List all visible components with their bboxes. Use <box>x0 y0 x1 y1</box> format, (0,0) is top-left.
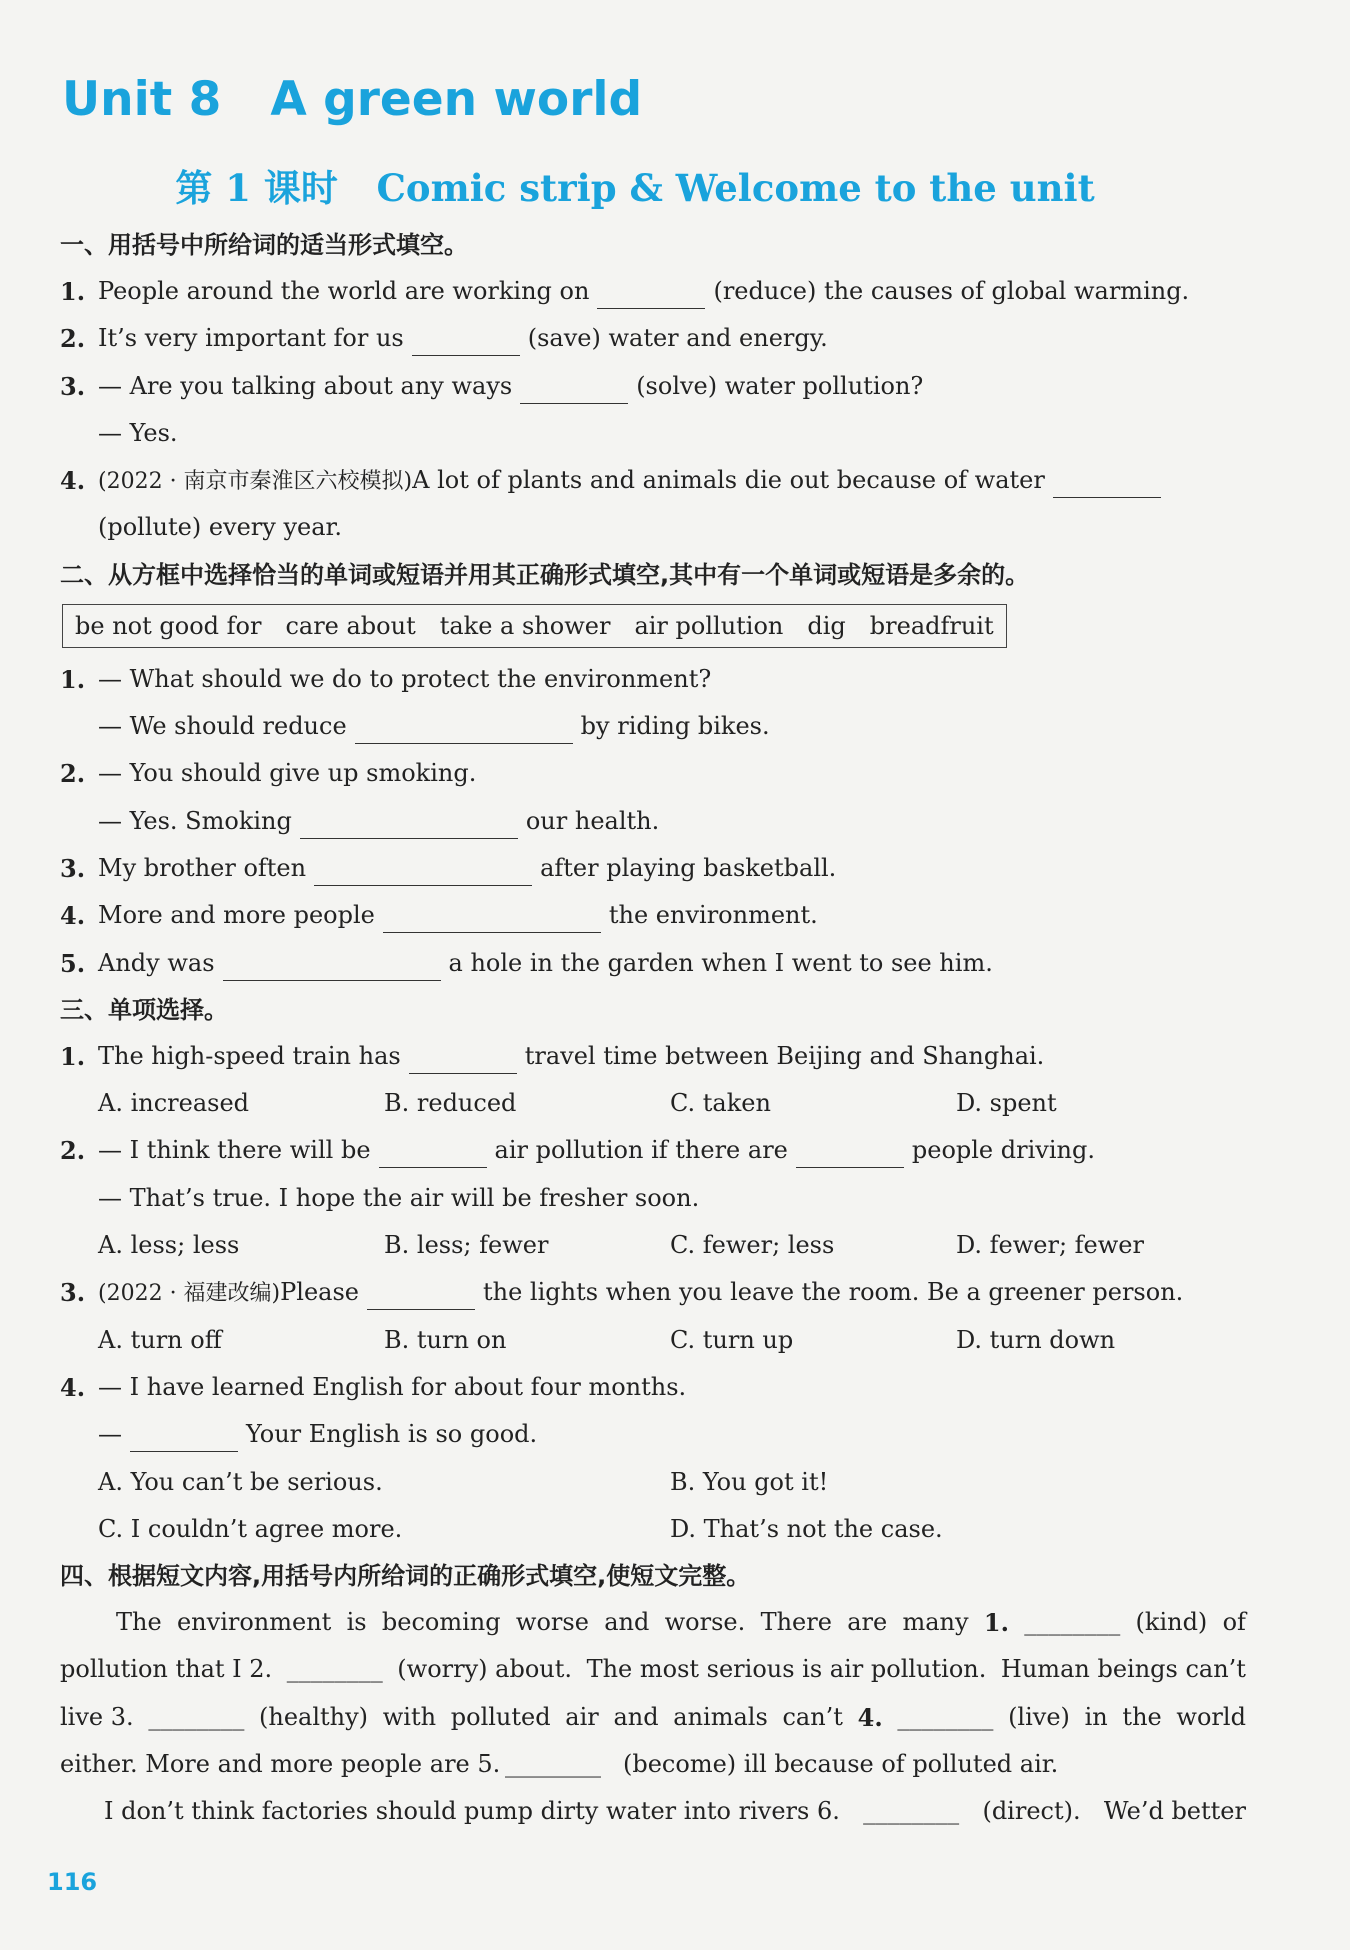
answer-blank[interactable]: ________ <box>148 1702 245 1731</box>
passage-word: The <box>116 1608 162 1637</box>
passage-word: and <box>604 1608 650 1637</box>
s1-q1 <box>60 268 1250 315</box>
question-text: My brother often <box>98 853 307 882</box>
section3-heading: 三、单项选择。 <box>60 995 228 1024</box>
answer-blank[interactable] <box>796 1137 904 1168</box>
question-text: Your English is so good. <box>246 1420 538 1449</box>
passage-word: can’t <box>782 1702 843 1731</box>
source-note: (2022 · 福建改编) <box>98 1281 281 1307</box>
s1-q4 <box>60 457 1250 504</box>
answer-blank[interactable] <box>223 950 441 981</box>
question-text: Andy was <box>98 948 215 977</box>
answer-blank[interactable] <box>597 278 705 309</box>
question-number: 2. <box>60 759 86 789</box>
passage-word: many <box>902 1608 969 1637</box>
source-note: (2022 · 南京市秦淮区六校模拟) <box>98 469 413 495</box>
passage-line-5 <box>60 1788 1250 1835</box>
question-text: It’s very important for us <box>98 324 404 353</box>
page-number: 116 <box>47 1868 98 1896</box>
question-text: — What should we do to protect the environment? <box>98 664 712 693</box>
option-d[interactable]: D. fewer; fewer <box>956 1231 1144 1260</box>
passage-word: (live) <box>1008 1702 1070 1731</box>
word-option: care about <box>285 611 416 640</box>
passage-word: becoming <box>381 1608 501 1637</box>
reply-text: — That’s true. I hope the air will be fresher soon. <box>98 1183 700 1212</box>
question-text: (save) water and energy. <box>527 324 828 353</box>
question-text: the environment. <box>608 901 818 930</box>
passage-text: (direct). <box>982 1797 1081 1826</box>
passage-text: I don’t think factories should pump dirty water into rivers 6. <box>104 1797 840 1826</box>
passage-word: Human beings can’t <box>1000 1655 1246 1684</box>
answer-blank[interactable] <box>383 902 601 933</box>
answer-blank[interactable] <box>314 855 532 886</box>
passage-word: air <box>565 1702 599 1731</box>
s2-q2 <box>60 750 1250 797</box>
passage-word: animals <box>673 1702 768 1731</box>
answer-blank[interactable]: ________ <box>1024 1608 1121 1637</box>
s3-q2-options <box>60 1222 1250 1269</box>
exercise-content <box>60 222 1250 1836</box>
reply-text: — Yes. <box>98 418 178 447</box>
question-number: 3. <box>60 853 86 883</box>
answer-blank[interactable]: ________ <box>897 1702 994 1731</box>
passage-word: worse. <box>664 1608 746 1637</box>
question-text: (pollute) every year. <box>98 513 342 542</box>
question-text: — I have learned English for about four months. <box>98 1372 687 1401</box>
word-option: dig <box>807 611 846 640</box>
question-text: A lot of plants and animals die out because of water <box>412 466 1045 495</box>
unit-title: Unit 8 A green world <box>62 72 643 127</box>
question-text: More and more people <box>98 901 375 930</box>
passage-line-3 <box>60 1694 1250 1741</box>
passage-word: worse <box>515 1608 589 1637</box>
s1-q3 <box>60 363 1250 410</box>
passage-word: The most serious is air pollution. <box>586 1655 987 1684</box>
question-text: — <box>98 1420 122 1449</box>
option-a[interactable]: A. You can’t be serious. <box>98 1467 383 1496</box>
answer-blank[interactable] <box>1053 467 1161 498</box>
question-text: the lights when you leave the room. Be a greener person. <box>483 1278 1184 1307</box>
passage-word: world <box>1176 1702 1246 1731</box>
passage-word: are <box>847 1608 888 1637</box>
question-text: by riding bikes. <box>580 712 770 741</box>
s3-q1-options <box>60 1080 1250 1127</box>
s1-q4-cont <box>60 504 1250 551</box>
s3-q4-answer <box>60 1411 1250 1458</box>
answer-blank[interactable]: ________ <box>286 1655 383 1684</box>
question-number: 1. <box>60 277 86 306</box>
question-text: The high-speed train has <box>98 1041 401 1070</box>
answer-blank[interactable] <box>412 325 520 356</box>
lesson-title: 第 1 课时 Comic strip & Welcome to the unit <box>175 166 1095 210</box>
section1-heading: 一、用括号中所给词的适当形式填空。 <box>60 231 468 259</box>
question-text: travel time between Beijing and Shanghai. <box>524 1041 1045 1070</box>
passage-word: the <box>1122 1702 1162 1731</box>
word-box <box>62 604 1007 648</box>
question-text: (solve) water pollution? <box>636 371 924 400</box>
passage-text: either. More and more people are 5. <box>60 1750 501 1779</box>
answer-blank[interactable]: ________ <box>505 1750 601 1779</box>
question-text: our health. <box>525 806 660 835</box>
passage-word: polluted <box>450 1702 551 1731</box>
question-number: 2. <box>60 324 86 354</box>
answer-blank[interactable]: ________ <box>863 1797 960 1826</box>
s2-q5 <box>60 940 1250 987</box>
s2-q1-answer <box>60 703 1250 750</box>
passage-word: (worry) about. <box>397 1655 572 1684</box>
option-c[interactable]: C. turn up <box>670 1325 794 1354</box>
s3-q3 <box>60 1269 1250 1316</box>
passage-line-2 <box>60 1646 1250 1693</box>
passage-word: and <box>613 1702 659 1731</box>
blank-number: 4. <box>857 1702 883 1732</box>
option-c[interactable]: C. taken <box>670 1089 771 1118</box>
answer-blank[interactable] <box>379 1137 487 1168</box>
s3-q4-options-cd <box>60 1506 1250 1553</box>
question-number: 5. <box>60 948 86 978</box>
s2-q2-answer <box>60 798 1250 845</box>
question-text: after playing basketball. <box>540 853 837 882</box>
word-option: breadfruit <box>869 611 994 640</box>
option-c[interactable]: C. fewer; less <box>670 1231 835 1260</box>
passage-word: is <box>346 1608 367 1637</box>
question-text: — We should reduce <box>98 712 347 741</box>
question-text: a hole in the garden when I went to see him. <box>448 948 993 977</box>
s1-q2 <box>60 315 1250 362</box>
s2-q4 <box>60 892 1250 939</box>
question-text: — Yes. Smoking <box>98 806 292 835</box>
question-text: — You should give up smoking. <box>98 759 477 788</box>
s2-q1 <box>60 656 1250 703</box>
question-text: People around the world are working on <box>98 277 590 305</box>
option-d[interactable]: D. spent <box>956 1089 1057 1118</box>
question-number: 1. <box>60 1041 86 1071</box>
question-number: 3. <box>60 1278 86 1308</box>
option-d[interactable]: D. That’s not the case. <box>670 1514 943 1543</box>
passage-word: environment <box>176 1608 332 1637</box>
section2-heading: 二、从方框中选择恰当的单词或短语并用其正确形式填空,其中有一个单词或短语是多余的。 <box>60 560 1030 589</box>
answer-blank[interactable] <box>300 808 518 839</box>
s3-q2-reply <box>60 1175 1250 1222</box>
passage-word: in <box>1084 1702 1108 1731</box>
option-b[interactable]: B. turn on <box>384 1325 507 1354</box>
question-number: 4. <box>60 901 86 931</box>
question-text: — Are you talking about any ways <box>98 371 513 400</box>
passage-word: live 3. <box>60 1702 134 1731</box>
question-text: — I think there will be <box>98 1136 371 1165</box>
question-number: 2. <box>60 1136 86 1166</box>
passage-word: pollution that I 2. <box>60 1655 273 1684</box>
question-number: 1. <box>60 664 86 694</box>
s3-q3-options <box>60 1317 1250 1364</box>
s3-q1 <box>60 1033 1250 1080</box>
option-c[interactable]: C. I couldn’t agree more. <box>98 1514 403 1543</box>
passage-word: of <box>1222 1608 1246 1637</box>
question-text: air pollution if there are <box>494 1136 788 1165</box>
option-a[interactable]: A. turn off <box>98 1325 222 1354</box>
answer-blank[interactable] <box>355 713 573 744</box>
option-b[interactable]: B. reduced <box>384 1089 517 1118</box>
passage-text: (become) ill because of polluted air. <box>623 1750 1059 1779</box>
s1-q3-reply <box>60 410 1250 457</box>
option-a[interactable]: A. increased <box>98 1089 250 1118</box>
word-option: take a shower <box>439 611 611 640</box>
blank-number: 1. <box>983 1608 1009 1638</box>
option-b[interactable]: B. You got it! <box>670 1467 829 1496</box>
s3-q4 <box>60 1364 1250 1411</box>
s2-q3 <box>60 845 1250 892</box>
passage-word: with <box>382 1702 437 1731</box>
passage-line-4 <box>60 1741 1250 1788</box>
question-text: Please <box>280 1278 359 1307</box>
passage-text: We’d better <box>1103 1797 1246 1826</box>
answer-blank[interactable] <box>367 1279 475 1310</box>
option-a[interactable]: A. less; less <box>98 1231 240 1260</box>
word-option: air pollution <box>634 611 784 640</box>
option-d[interactable]: D. turn down <box>956 1325 1116 1354</box>
passage-word: There <box>760 1608 832 1637</box>
answer-blank[interactable] <box>130 1421 238 1452</box>
passage-line-1 <box>60 1599 1250 1646</box>
passage-word: (healthy) <box>259 1702 369 1731</box>
s3-q4-options-ab <box>60 1459 1250 1506</box>
answer-blank[interactable] <box>520 373 628 404</box>
answer-blank[interactable] <box>409 1043 517 1074</box>
question-text: (reduce) the causes of global warming. <box>713 277 1190 305</box>
question-number: 3. <box>60 371 86 401</box>
section4-heading: 四、根据短文内容,用括号内所给词的正确形式填空,使短文完整。 <box>60 1562 751 1591</box>
passage-word: (kind) <box>1135 1608 1208 1637</box>
question-text: people driving. <box>911 1136 1095 1165</box>
question-number: 4. <box>60 1372 86 1402</box>
word-option: be not good for <box>75 611 262 640</box>
option-b[interactable]: B. less; fewer <box>384 1231 549 1260</box>
question-number: 4. <box>60 466 86 496</box>
s3-q2 <box>60 1127 1250 1174</box>
